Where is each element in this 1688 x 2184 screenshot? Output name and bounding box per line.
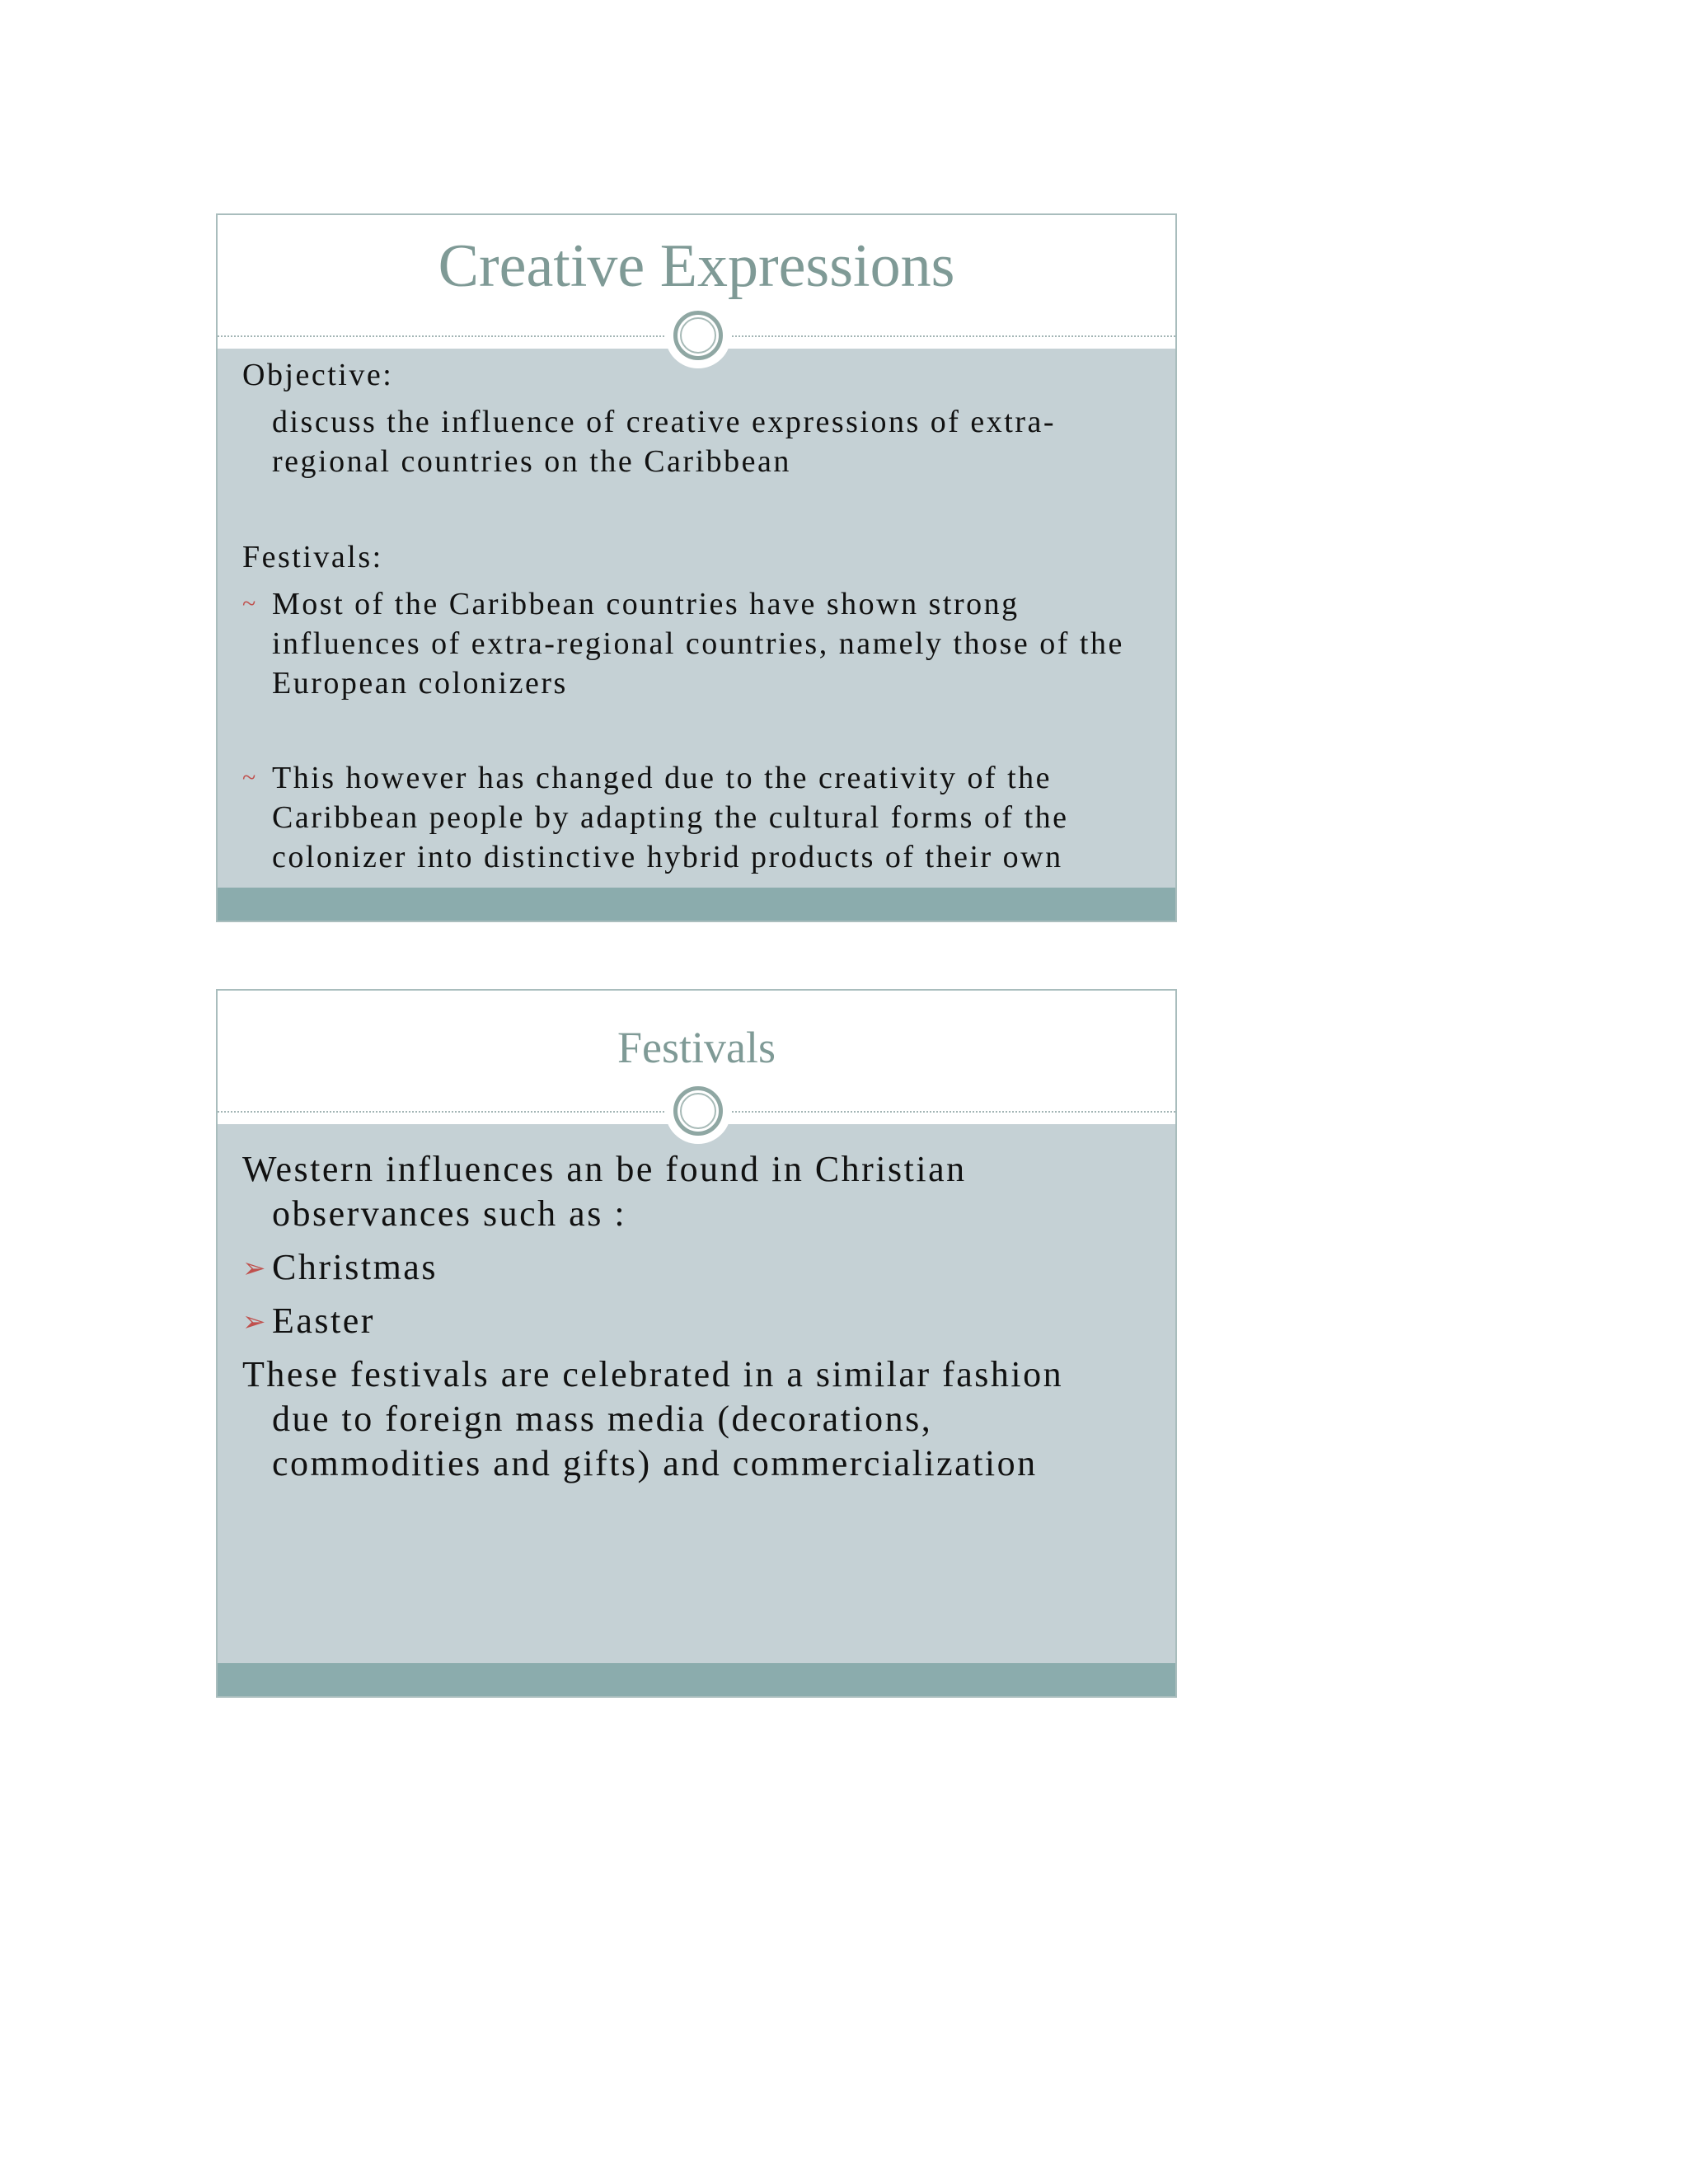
outro-text: These festivals are celebrated in a similar fashion due to foreign mass media (decorations, commodities and gifts) and commercialization <box>242 1354 1064 1483</box>
tilde-bullet-icon: ~ <box>242 764 258 791</box>
list-item-text: Easter <box>272 1301 375 1341</box>
list-item <box>242 1299 1126 1343</box>
arrow-bullet-icon: ➢ <box>242 1307 268 1338</box>
tilde-bullet-icon: ~ <box>242 590 258 617</box>
slide-festivals <box>216 989 1177 1698</box>
footer-bar <box>218 888 1175 921</box>
slide-title: Festivals <box>617 1023 776 1072</box>
intro-text: Western influences an be found in Christian observances such as : <box>242 1149 967 1234</box>
objective-label: Objective: <box>242 358 394 392</box>
arrow-bullet-icon: ➢ <box>242 1254 268 1284</box>
bullet-text: Most of the Caribbean countries have shown strong influences of extra-regional countries, namely those of the European colonizers <box>272 587 1124 701</box>
slide-creative-expressions <box>216 213 1177 922</box>
slide-title: Creative Expressions <box>438 232 955 300</box>
festivals-label: Festivals: <box>242 540 383 574</box>
list-item <box>242 758 1126 877</box>
footer-bar <box>218 1663 1175 1696</box>
list-item-text: Christmas <box>272 1247 438 1287</box>
bullet-text: This however has changed due to the creativity of the Caribbean people by adapting the cultural forms of the colonizer into distinctive hybrid products of their own <box>272 761 1069 874</box>
list-item <box>242 584 1126 703</box>
objective-text: discuss the influence of creative expressions of extra-regional countries on the Caribbean <box>272 405 1057 479</box>
ring-ornament-icon <box>665 1078 731 1144</box>
list-item <box>242 1245 1126 1290</box>
